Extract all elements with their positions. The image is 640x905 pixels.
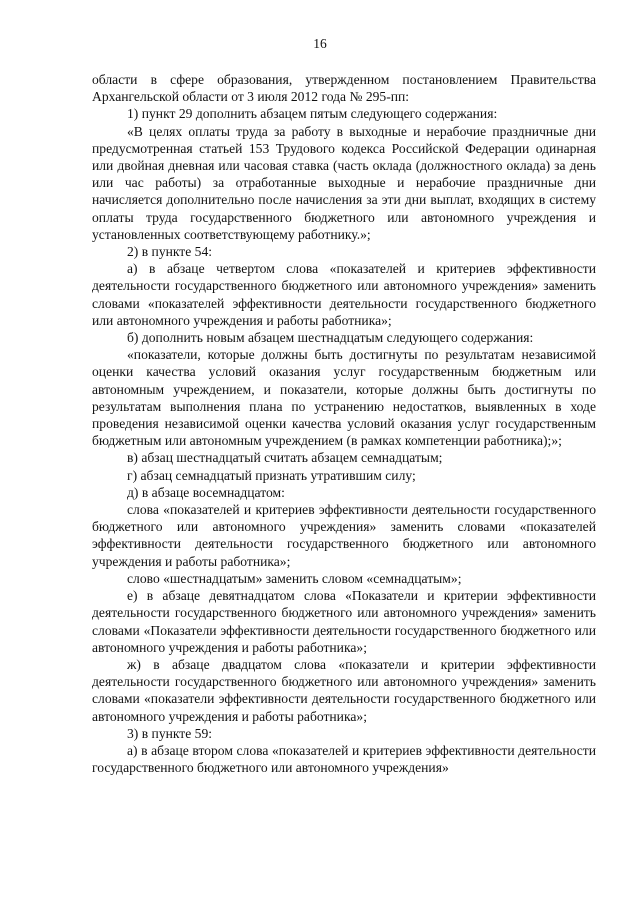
paragraph: 2) в пункте 54: [127,244,213,260]
paragraph: «показатели, которые должны быть достигнуты по результатам независимой оценки качества условий оказания услуг государственным бюджетным или автономным учреждением, и показатели, которые должны быть достигнуты по результатам выполнения плана по устранению недостатков, выявленных в ходе проведения независимой оценки качества условий оказания услуг государственным бюджетным или автономным учреждением (в рамках компетенции работника);»; [92,347,596,449]
document-body [92,71,596,776]
paragraph: 1) пункт 29 дополнить абзацем пятым следующего содержания: [127,106,498,122]
paragraph: слово «шестнадцатым» заменить словом «семнадцатым»; [127,570,462,586]
page-number: 16 [313,36,327,51]
paragraph: в) абзац шестнадцатый считать абзацем семнадцатым; [127,450,443,466]
paragraph: б) дополнить новым абзацем шестнадцатым следующего содержания: [127,330,534,346]
paragraph: области в сфере образования, утвержденном постановлением Правительства Архангельской области от 3 июля 2012 года № 295-пп: [92,72,596,105]
paragraph: г) абзац семнадцатый признать утратившим силу; [127,467,416,483]
paragraph: ж) в абзаце двадцатом слова «показатели и критерии эффективности деятельности государственного бюджетного или автономного учреждения» заменить словами «показатели эффективности деятельности государственного бюджетного или автономного учреждения и работы работника»; [92,656,596,724]
paragraph: 3) в пункте 59: [127,725,213,741]
paragraph: а) в абзаце втором слова «показателей и критериев эффективности деятельности государственного бюджетного или автономного учреждения» [92,742,596,776]
paragraph: е) в абзаце девятнадцатом слова «Показатели и критерии эффективности деятельности государственного бюджетного или автономного учреждения» заменить словами «Показатели эффективности деятельности государственного бюджетного или автономного учреждения и работы работника»; [92,588,596,655]
paragraph: а) в абзаце четвертом слова «показателей и критериев эффективности деятельности государственного бюджетного или автономного учреждения» заменить словами «показателей эффективности деятельности государственного бюджетного или автономного учреждения и работы работника»; [92,261,596,328]
paragraph: слова «показателей и критериев эффективности деятельности государственного бюджетного или автономного учреждения» заменить словами «показателей эффективности деятельности государственного бюджетного или автономного учреждения и работы работника»; [92,502,596,569]
paragraph: «В целях оплаты труда за работу в выходные и нерабочие праздничные дни предусмотренная статьей 153 Трудового кодекса Российской Федерации одинарная или двойная дневная или часовая ставка (часть оклада (должностного оклада) за день или час работы) за отработанные выходные и нерабочие праздничные дни начисляется дополнительно после начисления за эти дни выплат, входящих в систему оплаты труда государственного бюджетного или автономного учреждения и установленных соответствующему работнику.»; [92,123,596,242]
paragraph: д) в абзаце восемнадцатом: [127,484,285,500]
